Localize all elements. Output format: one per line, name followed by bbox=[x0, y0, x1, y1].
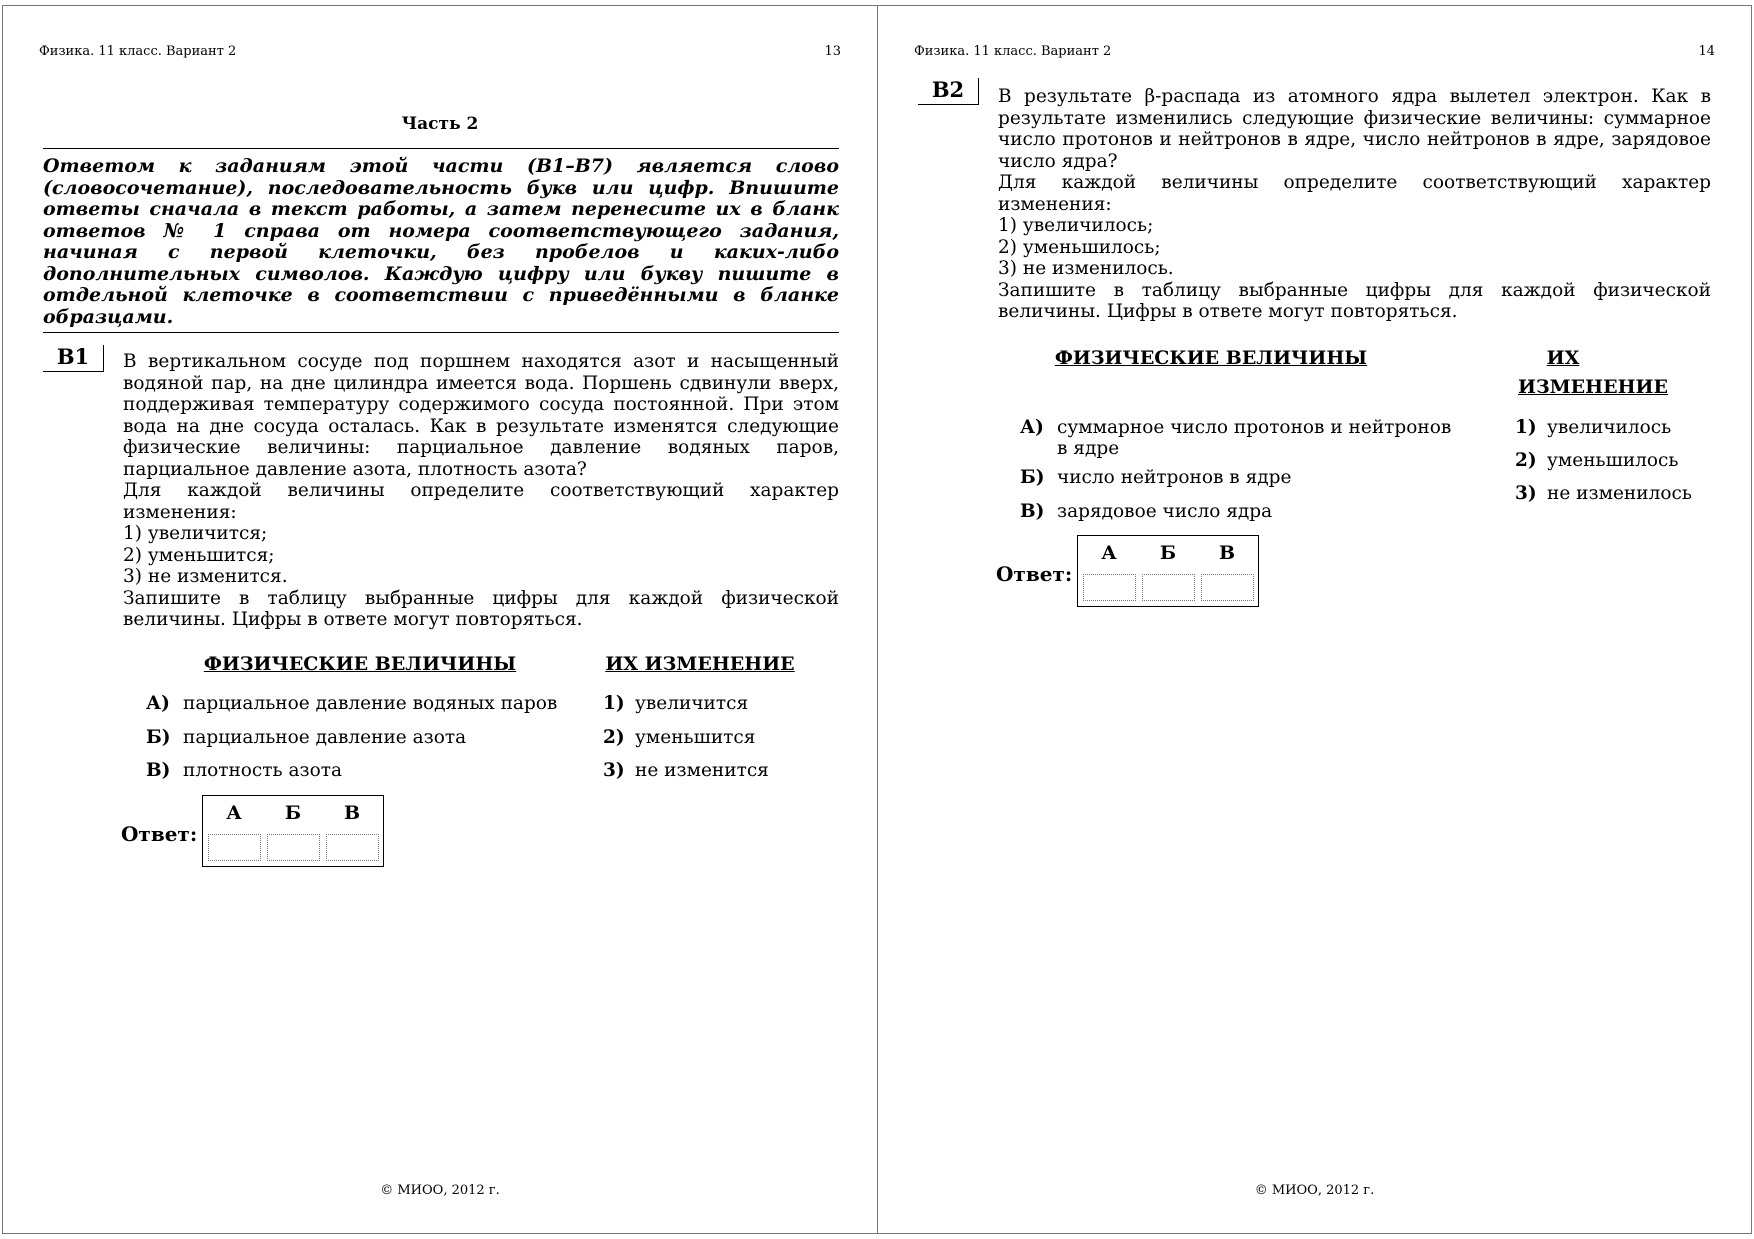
quantity-key: А) bbox=[1020, 417, 1044, 438]
option-item: 3) не изменится. bbox=[123, 566, 288, 587]
running-title: Физика. 11 класс. Вариант 2 bbox=[39, 44, 237, 59]
task-paragraph: Запишите в таблицу выбранные цифры для каждой физической величины. Цифры в ответе могут повторяться. bbox=[123, 587, 839, 630]
quantity-key: В) bbox=[146, 760, 171, 781]
quantity-text: плотность азота bbox=[183, 760, 342, 781]
answer-label: Ответ: bbox=[996, 562, 1073, 586]
change-key: 2) bbox=[1515, 450, 1537, 471]
footer-copyright: © МИОО, 2012 г. bbox=[1254, 1183, 1375, 1198]
task-b1-text bbox=[123, 351, 839, 631]
answer-column-letter: А bbox=[226, 802, 242, 824]
change-key: 1) bbox=[1515, 417, 1537, 438]
quantity-key: А) bbox=[146, 693, 170, 714]
quantities-header: ФИЗИЧЕСКИЕ ВЕЛИЧИНЫ bbox=[1054, 347, 1368, 369]
answer-column-letter: А bbox=[1101, 542, 1117, 564]
change-text: уменьшилось bbox=[1547, 450, 1679, 471]
change-text: уменьшится bbox=[635, 727, 756, 748]
task-label-b2: В2 bbox=[918, 78, 979, 105]
task-paragraph: В результате β-распада из атомного ядра вылетел электрон. Как в результате изменились следующие физические величины: суммарное число протонов и нейтронов в ядре, число нейтронов в ядре, зарядовое число ядра? bbox=[998, 86, 1711, 172]
answer-column-letter: Б bbox=[284, 802, 302, 824]
answer-column-letter: В bbox=[343, 802, 361, 824]
right-page bbox=[877, 5, 1752, 1234]
option-item: 1) увеличится; bbox=[123, 523, 268, 544]
answer-table bbox=[1077, 535, 1259, 607]
quantity-text: парциальное давление азота bbox=[183, 727, 467, 748]
task-b2-text bbox=[998, 86, 1711, 323]
answer-cell-v[interactable] bbox=[326, 834, 379, 861]
change-text: увеличится bbox=[635, 693, 749, 714]
change-text: увеличилось bbox=[1547, 417, 1672, 438]
option-item: 2) уменьшилось; bbox=[998, 236, 1161, 258]
change-text: не изменилось bbox=[1547, 483, 1692, 504]
answer-label: Ответ: bbox=[121, 822, 198, 846]
answer-cell-b[interactable] bbox=[267, 834, 320, 861]
change-text: не изменится bbox=[635, 760, 769, 781]
running-title: Физика. 11 класс. Вариант 2 bbox=[914, 44, 1112, 59]
changes-header: ИХ ИЗМЕНЕНИЕ bbox=[605, 653, 795, 675]
change-key: 3) bbox=[1515, 483, 1537, 504]
option-item: 3) не изменилось. bbox=[998, 258, 1174, 279]
option-item: 1) увеличилось; bbox=[998, 215, 1154, 236]
task-paragraph: Запишите в таблицу выбранные цифры для каждой физической величины. Цифры в ответе могут повторяться. bbox=[998, 279, 1711, 322]
quantity-text: парциальное давление водяных паров bbox=[183, 693, 558, 714]
option-item: 2) уменьшится; bbox=[123, 544, 275, 566]
page-number: 13 bbox=[824, 44, 841, 59]
left-page bbox=[2, 5, 878, 1234]
change-key: 3) bbox=[603, 760, 625, 781]
answer-cell-a[interactable] bbox=[1083, 574, 1136, 601]
change-key: 1) bbox=[603, 693, 625, 714]
quantity-text: число нейтронов в ядре bbox=[1057, 467, 1292, 488]
page-number: 14 bbox=[1698, 44, 1715, 59]
change-key: 2) bbox=[603, 727, 625, 748]
task-paragraph: В вертикальном сосуде под поршнем находятся азот и насыщенный водяной пар, на дне цилиндра имеется вода. Поршень сдвинули вверх, поддерживая температуру содержимого сосуда постоянной. При этом вода на дне сосуда осталась. Как в результате изменятся следующие физические величины: парциальное давление водяных паров, парциальное давление азота, плотность азота? bbox=[123, 351, 839, 480]
part-title: Часть 2 bbox=[401, 114, 479, 134]
task-paragraph: Для каждой величины определите соответствующий характер изменения: bbox=[123, 480, 839, 523]
task-label-b1: В1 bbox=[43, 345, 104, 372]
quantity-key: В) bbox=[1020, 501, 1045, 522]
answer-column-letter: Б bbox=[1159, 542, 1177, 564]
changes-header: ИХ ИЗМЕНЕНИЕ bbox=[1518, 347, 1668, 398]
answer-column-letter: В bbox=[1218, 542, 1236, 564]
quantity-text: суммарное число протонов и нейтронов в ядре bbox=[1057, 417, 1452, 459]
answer-cell-a[interactable] bbox=[208, 834, 261, 861]
quantity-text: зарядовое число ядра bbox=[1057, 501, 1273, 522]
quantity-key: Б) bbox=[146, 727, 171, 748]
part-instructions: Ответом к заданиям этой части (В1–В7) является слово (словосочетание), последовательность букв или цифр. Впишите ответы сначала в текст работы, а затем перенесите их в бланк ответов № 1 справа от номера соответствующего задания, начиная с первой клеточки, без пробелов и каких-либо дополнительных символов. Каждую цифру или букву пишите в отдельной клеточке в соответствии с приведёнными в бланке образцами. bbox=[43, 148, 839, 333]
footer-copyright: © МИОО, 2012 г. bbox=[380, 1183, 500, 1198]
answer-cell-v[interactable] bbox=[1201, 574, 1254, 601]
quantities-header: ФИЗИЧЕСКИЕ ВЕЛИЧИНЫ bbox=[203, 653, 517, 675]
answer-table bbox=[202, 795, 384, 867]
task-paragraph: Для каждой величины определите соответствующий характер изменения: bbox=[998, 172, 1711, 215]
answer-cell-b[interactable] bbox=[1142, 574, 1195, 601]
quantity-key: Б) bbox=[1020, 467, 1045, 488]
